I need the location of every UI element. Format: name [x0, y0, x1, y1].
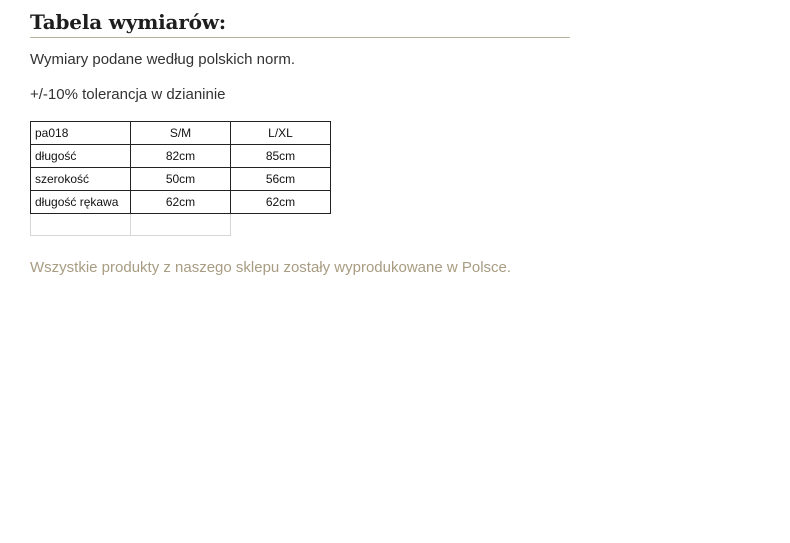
header-cell-size-lxl: L/XL	[231, 122, 331, 145]
row-label: szerokość	[31, 168, 131, 191]
header-cell-size-sm: S/M	[131, 122, 231, 145]
cell-lxl: 56cm	[231, 168, 331, 191]
table-row	[31, 191, 331, 214]
cell-sm: 82cm	[131, 145, 231, 168]
empty-cell	[231, 214, 331, 236]
row-label: długość	[31, 145, 131, 168]
empty-cell	[31, 214, 131, 236]
cell-sm: 62cm	[131, 191, 231, 214]
header-cell-product-code: pa018	[31, 122, 131, 145]
size-table	[30, 121, 331, 236]
table-row	[31, 145, 331, 168]
empty-cell	[131, 214, 231, 236]
table-header-row	[31, 122, 331, 145]
cell-lxl: 85cm	[231, 145, 331, 168]
size-chart-section	[30, 0, 570, 276]
row-label: długość rękawa	[31, 191, 131, 214]
title-divider	[30, 37, 570, 38]
tolerance-note: +/-10% tolerancja w dzianinie	[30, 86, 226, 103]
norms-note: Wymiary podane według polskich norm.	[30, 51, 295, 68]
cell-sm: 50cm	[131, 168, 231, 191]
table-empty-row	[31, 214, 331, 236]
cell-lxl: 62cm	[231, 191, 331, 214]
section-title: Tabela wymiarów:	[30, 10, 226, 34]
table-row	[31, 168, 331, 191]
made-in-poland-note: Wszystkie produkty z naszego sklepu zostały wyprodukowane w Polsce.	[30, 259, 512, 276]
